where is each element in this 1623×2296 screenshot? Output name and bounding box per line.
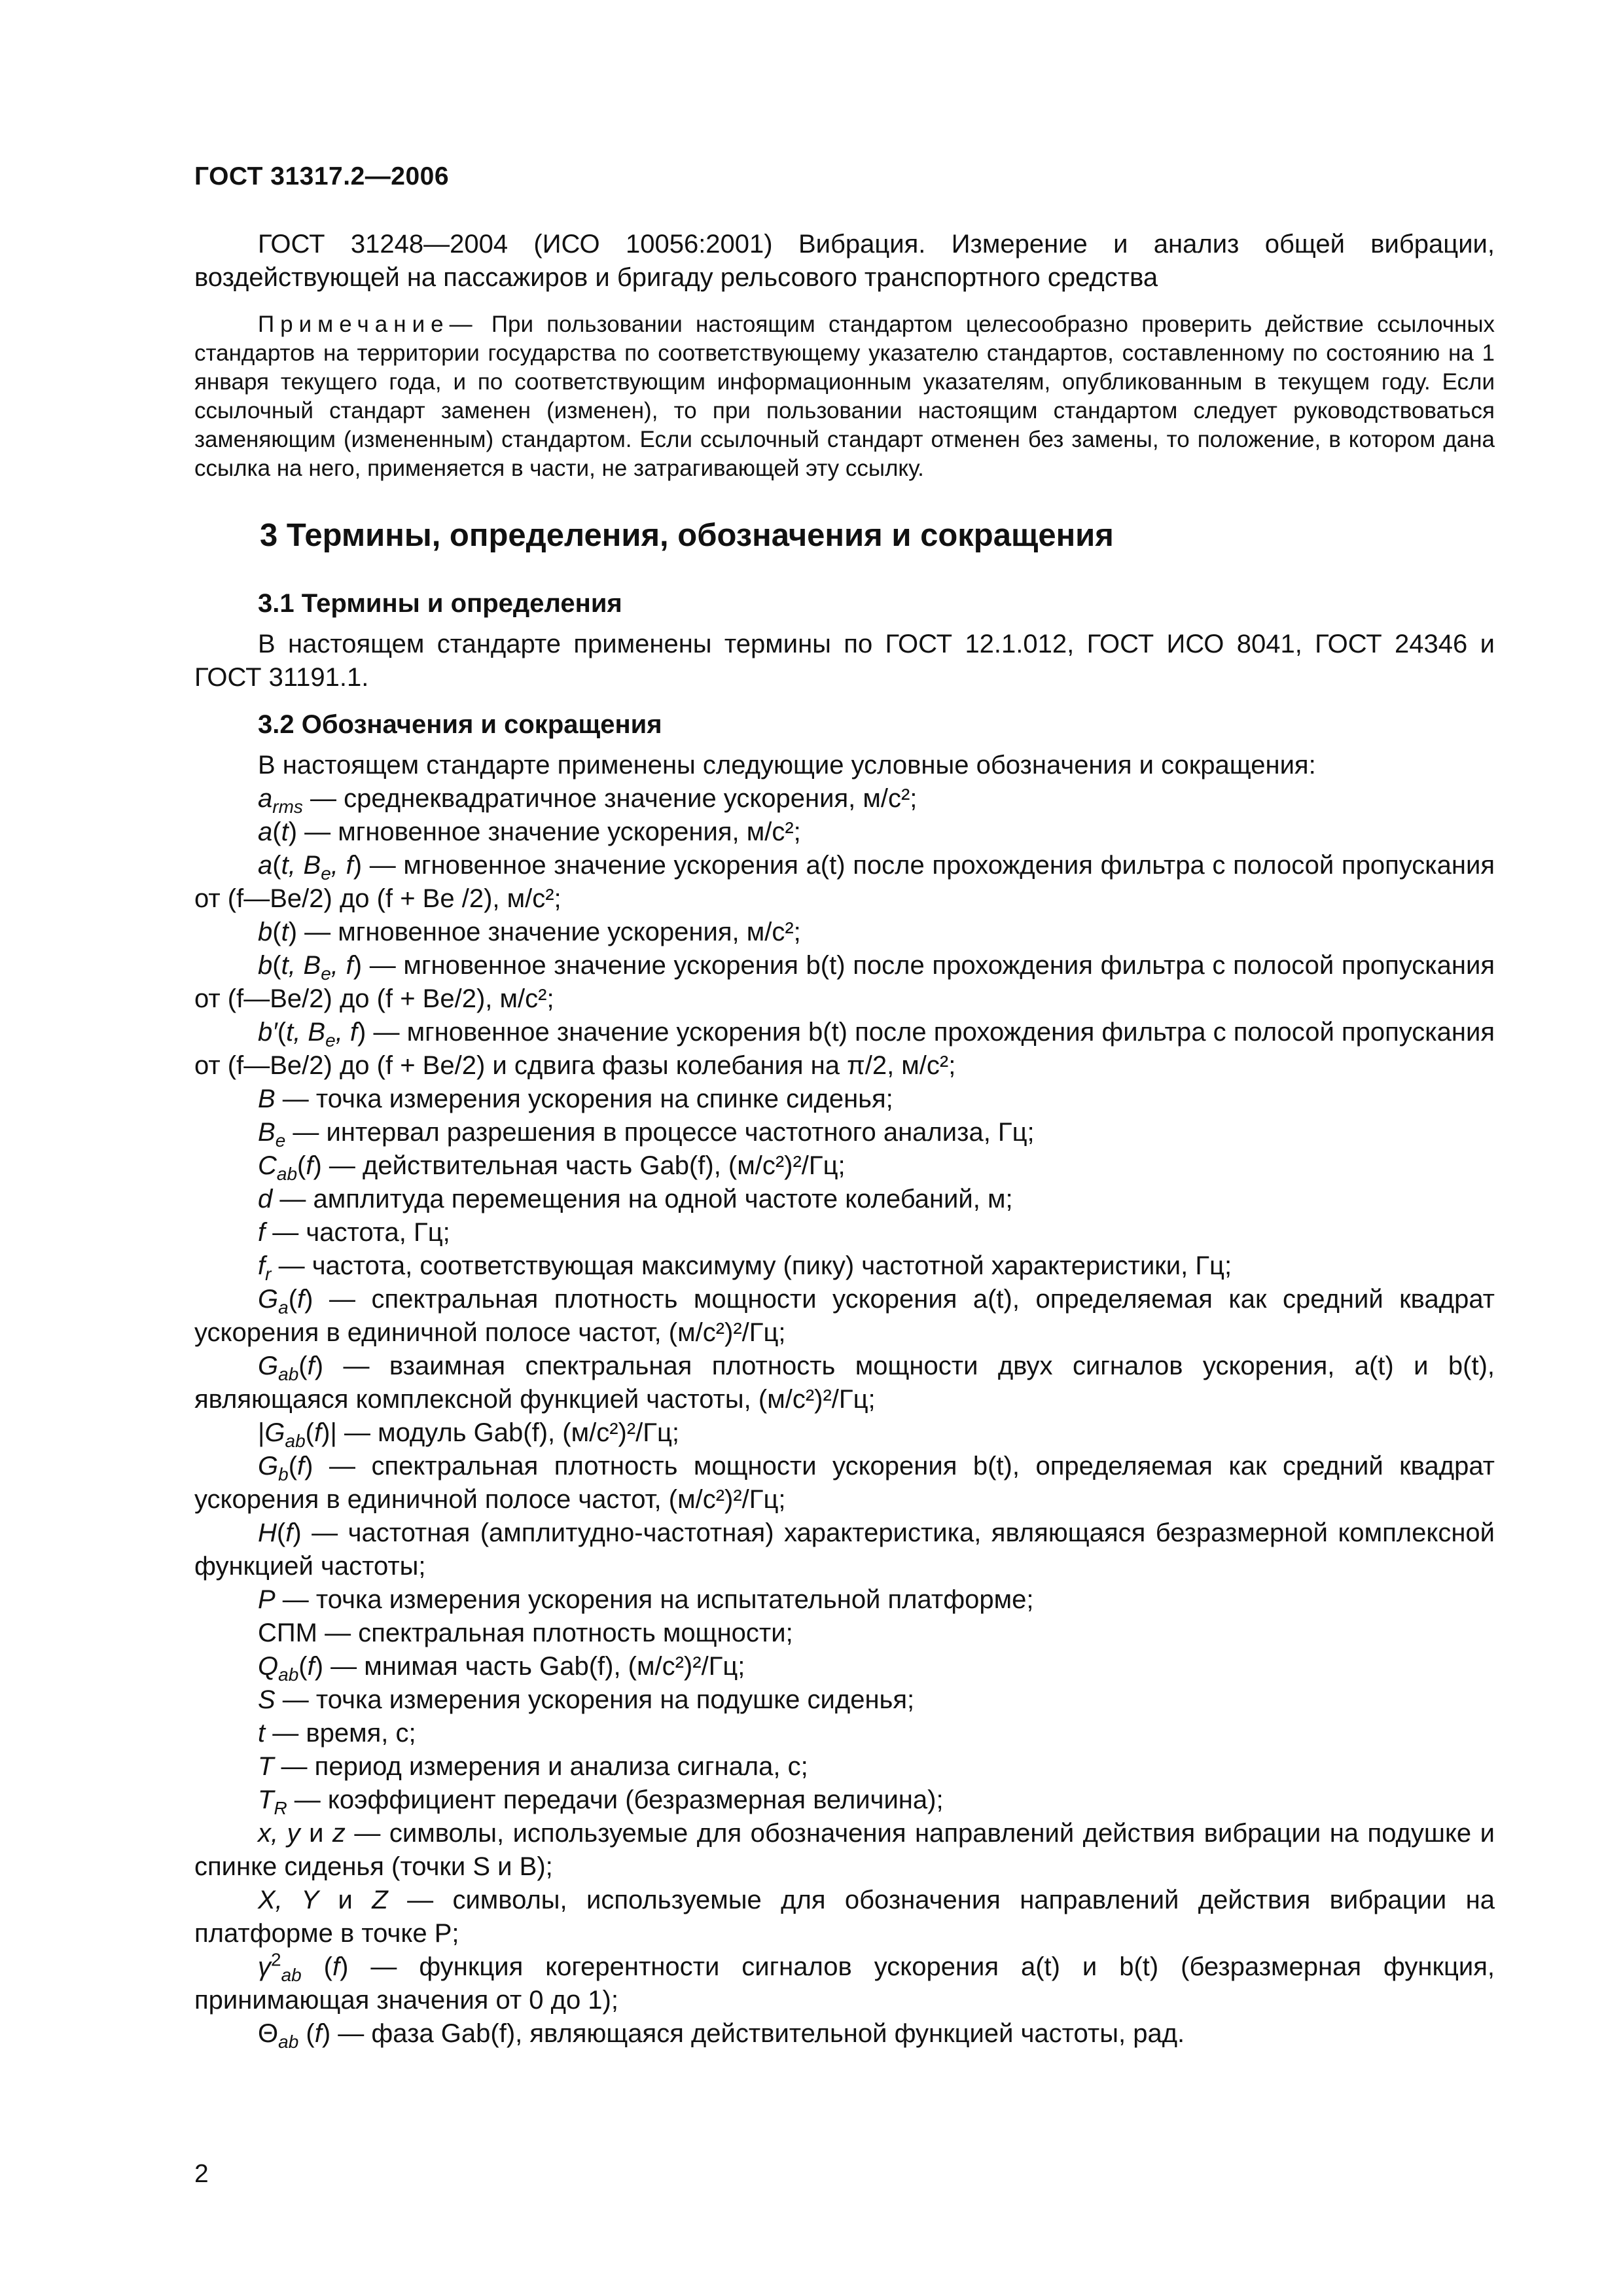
symbol-entry: $T_R$ — коэффициент передачи (безразмерная величина); [258, 1785, 944, 1818]
symbol-entry: P — точка измерения ускорения на испытательной платформе; [258, 1585, 1034, 1614]
section-3-body [194, 589, 1495, 2051]
symbol-entry: $B_e$ — интервал разрешения в процессе частотного анализа, Гц; [258, 1118, 1035, 1151]
note-text: При пользовании настоящим стандартом целесообразно проверить действие ссылочных стандартов на территории государства по соответствующему указателю стандартов, составленному по состоянию на 1 января текущего года, и по соответствующим информационным указателям, опубликованным в текущем году. Если ссылочный стандарт заменен (изменен), то при пользовании настоящим стандартом следует руководствоваться заменяющим (измененным) стандартом. Если ссылочный стандарт отменен без замены, то положение, в котором дана ссылка на него, применяется в части, не затрагивающей эту ссылку. [194, 312, 1495, 481]
symbol-entry: $G_{ab}(f)$ — взаимная спектральная плотность мощности двух сигналов ускорения, a(t) и b(t), являющаяся комплексной функцией частоты, (м/с²)²/Гц; [194, 1352, 1495, 1414]
symbol-entry: S — точка измерения ускорения на подушке сиденья; [258, 1685, 915, 1714]
symbol-entry: $\Theta_{ab}$ (f) — фаза Gab(f), являющаяся действительной функцией частоты, рад. [258, 2019, 1185, 2052]
symbol-entry: H(f) — частотная (амплитудно-частотная) характеристика, являющаяся безразмерной комплексной функцией частоты; [194, 1518, 1495, 1581]
section-3-title: 3 Термины, определения, обозначения и сокращения [260, 518, 1114, 553]
symbol-entry: t — время, с; [258, 1719, 416, 1748]
symbol-entry: $Q_{ab}(f)$ — мнимая часть Gab(f), (м/с²)²/Гц; [258, 1652, 745, 1685]
note-paragraph [194, 310, 1495, 483]
symbol-entry: a(t) — мгновенное значение ускорения, м/с²; [258, 817, 801, 846]
symbol-entry: T — период измерения и анализа сигнала, с; [258, 1752, 808, 1781]
symbol-entry: $G_b(f)$ — спектральная плотность мощности ускорения b(t), определяемая как средний квадрат ускорения в единичной полосе частот, (м/с²)²/Гц; [194, 1452, 1495, 1514]
symbol-entry: x, y и z — символы, используемые для обозначения направлений действия вибрации на подушке и спинке сиденья (точки S и B); [194, 1819, 1495, 1881]
symbol-entry: $f_r$ — частота, соответствующая максимуму (пику) частотной характеристики, Гц; [258, 1251, 1232, 1284]
symbol-entry: $G_a(f)$ — спектральная плотность мощности ускорения a(t), определяемая как средний квадрат ускорения в единичной полосе частот, (м/с²)²/Гц; [194, 1285, 1495, 1347]
symbol-entry: СПМ — спектральная плотность мощности; [258, 1619, 793, 1647]
document-header: ГОСТ 31317.2—2006 [194, 162, 450, 190]
section-3-1-text: В настоящем стандарте применены термины по ГОСТ 12.1.012, ГОСТ ИСО 8041, ГОСТ 24346 и ГОСТ 31191.1. [194, 630, 1495, 692]
symbol-entry: $|G_{ab}(f)|$ — модуль Gab(f), (м/с²)²/Гц; [258, 1418, 679, 1451]
intro-block [194, 228, 1495, 483]
symbol-entry: $a_{rms}$ — среднеквадратичное значение ускорения, м/с²; [258, 784, 918, 817]
page-number: 2 [194, 2160, 209, 2188]
symbol-entry: X, Y и Z — символы, используемые для обозначения направлений действия вибрации на платформе в точке P; [194, 1886, 1495, 1948]
symbol-entry: b(t) — мгновенное значение ускорения, м/с²; [258, 918, 801, 946]
symbol-entry: b(t, $B_e$, f) — мгновенное значение ускорения b(t) после прохождения фильтра с полосой пропускания от (f—Be/2) до (f + Be/2), м/с²; [194, 951, 1495, 1013]
symbol-entry: b′(t, $B_e$, f) — мгновенное значение ускорения b(t) после прохождения фильтра с полосой пропускания от (f—Be/2) до (f + Be/2) и сдвига фазы колебания на π/2, м/с²; [194, 1018, 1495, 1080]
symbol-entry: B — точка измерения ускорения на спинке сиденья; [258, 1085, 893, 1113]
section-3-2-intro: В настоящем стандарте применены следующие условные обозначения и сокращения: [258, 751, 1316, 780]
note-label: Примечание— [258, 312, 478, 337]
section-3-2-title: 3.2 Обозначения и сокращения [258, 710, 662, 739]
symbol-entry: f — частота, Гц; [258, 1218, 450, 1247]
symbol-entry: $C_{ab}(f)$ — действительная часть Gab(f), (м/с²)²/Гц; [258, 1151, 846, 1184]
symbol-entry: $\gamma^2_{ab}$ (f) — функция когерентности сигналов ускорения a(t) и b(t) (безразмерная функция, принимающая значения от 0 до 1); [194, 1949, 1495, 2015]
symbol-entry: a(t, $B_e$, f) — мгновенное значение ускорения a(t) после прохождения фильтра с полосой пропускания от (f—Be/2) до (f + Be /2), м/с²; [194, 851, 1495, 913]
symbol-entry: d — амплитуда перемещения на одной частоте колебаний, м; [258, 1185, 1013, 1213]
section-3-1-title: 3.1 Термины и определения [258, 589, 622, 618]
referenced-standard: ГОСТ 31248—2004 (ИСО 10056:2001) Вибрация. Измерение и анализ общей вибрации, воздействующей на пассажиров и бригаду рельсового транспортного средства [194, 230, 1495, 292]
